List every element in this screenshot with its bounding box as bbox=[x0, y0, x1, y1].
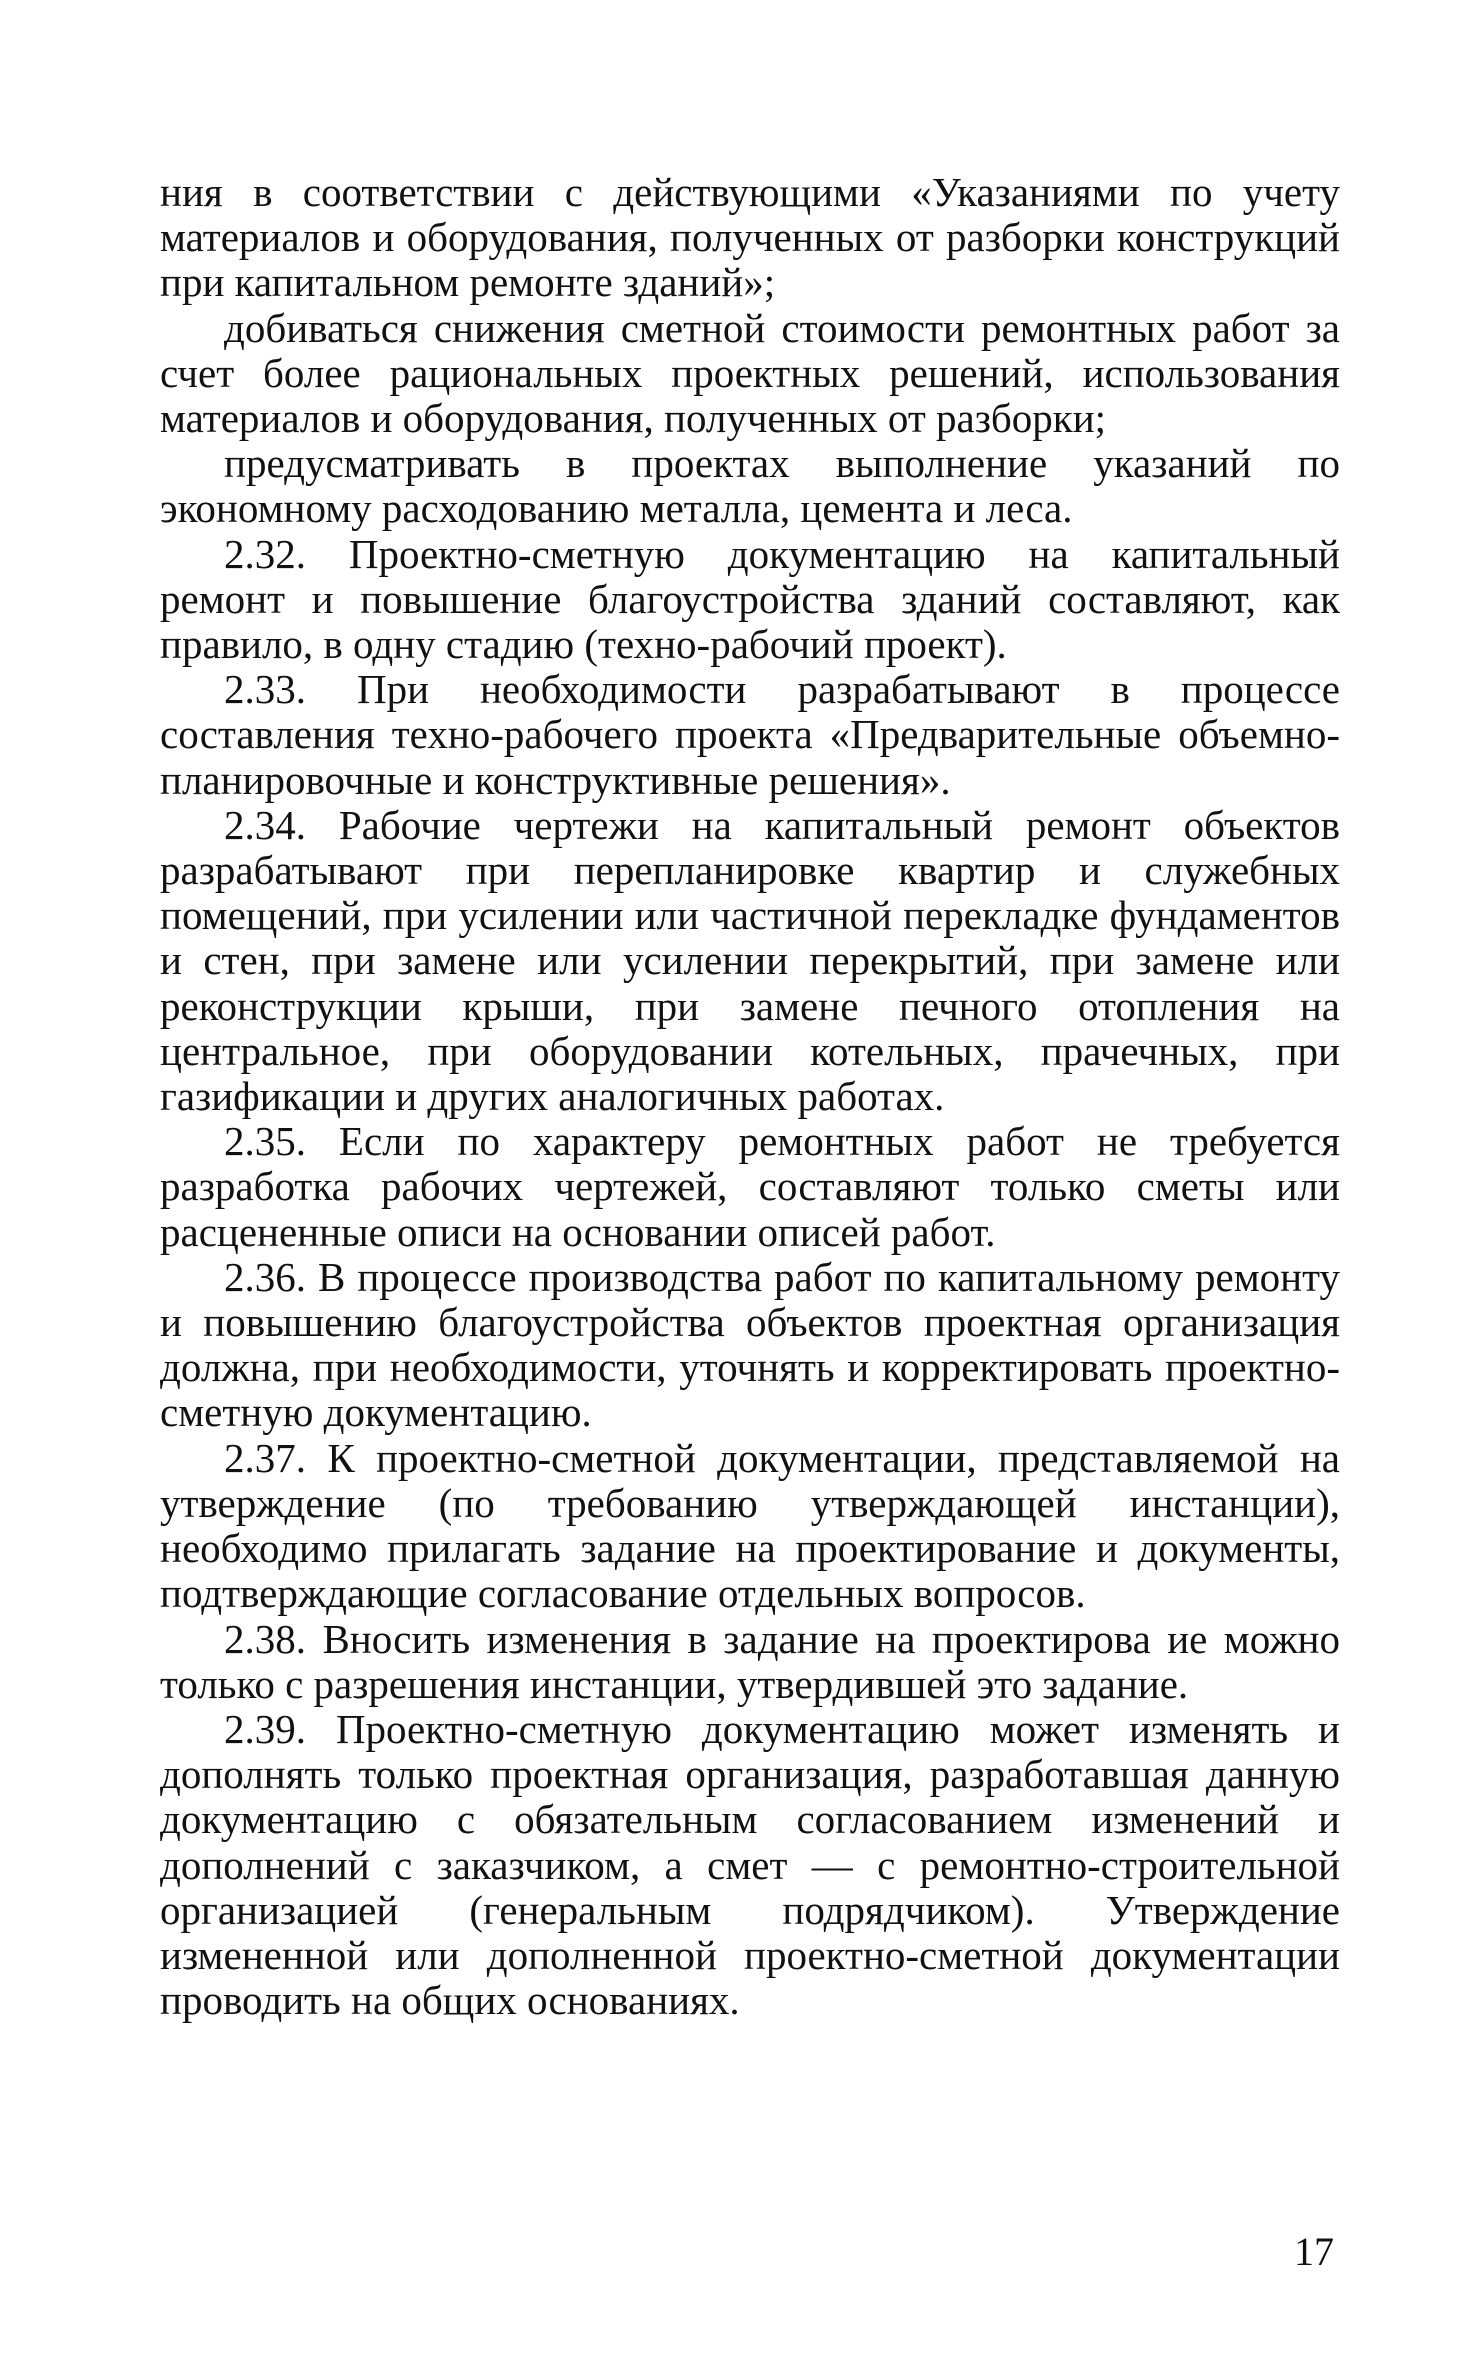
paragraph-2-39: 2.39. Проектно-сметную документацию может изменять и дополнять только проектная организация, разработавшая данную документацию с обязательным согласованием изменений и дополнений с заказчиком, а смет — с ремонтно-строительной организацией (генеральным подрядчиком). Утверждение измененной или дополненной проектно-сметной документации проводить на общих основаниях. bbox=[160, 1705, 1340, 2024]
paragraph-2-36: 2.36. В процессе производства работ по капитальному ремонту и повышению благоустройства объектов проектная организация должна, при необходимости, уточнять и корректировать проектно-сметную документацию. bbox=[160, 1253, 1340, 1436]
paragraph-2-33: 2.33. При необходимости разрабатывают в процессе составления техно-рабочего проекта «Предварительные объемно-планировочные и конструктивные решения». bbox=[160, 666, 1340, 803]
paragraph-continuation: ния в соответствии с действующими «Указаниями по учету материалов и оборудования, полученных от разборки конструкций при капитальном ремонте зданий»; bbox=[160, 169, 1340, 306]
page-number: 17 bbox=[1294, 2229, 1334, 2274]
paragraph-2-37: 2.37. К проектно-сметной документации, представляемой на утверждение (по требованию утверждающей инстанции), необходимо прилагать задание на проектирование и документы, подтверждающие согласование отдельных вопросов. bbox=[160, 1434, 1340, 1617]
paragraph-2-34: 2.34. Рабочие чертежи на капитальный ремонт объектов разрабатывают при перепланировке квартир и служебных помещений, при усилении или частичной перекладке фундаментов и стен, при замене или усилении перекрытий, при замене или реконструкции крыши, при замене печного отопления на центральное, при оборудовании котельных, прачечных, при газификации и других аналогичных работах. bbox=[160, 801, 1340, 1120]
paragraph-2-32: 2.32. Проектно-сметную документацию на капитальный ремонт и повышение благоустройства зданий составляют, как правило, в одну стадию (техно-рабочий проект). bbox=[160, 530, 1340, 668]
paragraph: добиваться снижения сметной стоимости ремонтных работ за счет более рациональных проектных решений, использования материалов и оборудования, полученных от разборки; bbox=[160, 304, 1340, 442]
page-body bbox=[160, 170, 1340, 2023]
paragraph-2-35: 2.35. Если по характеру ремонтных работ не требуется разработка рабочих чертежей, составляют только сметы или расцененные описи на основании описей работ. bbox=[160, 1118, 1340, 1255]
paragraph: предусматривать в проектах выполнение указаний по экономному расходованию металла, цемента и леса. bbox=[160, 440, 1340, 532]
paragraph-2-38: 2.38. Вносить изменения в задание на проектирова ие можно только с разрешения инстанции, утвердившей это задание. bbox=[160, 1615, 1340, 1707]
